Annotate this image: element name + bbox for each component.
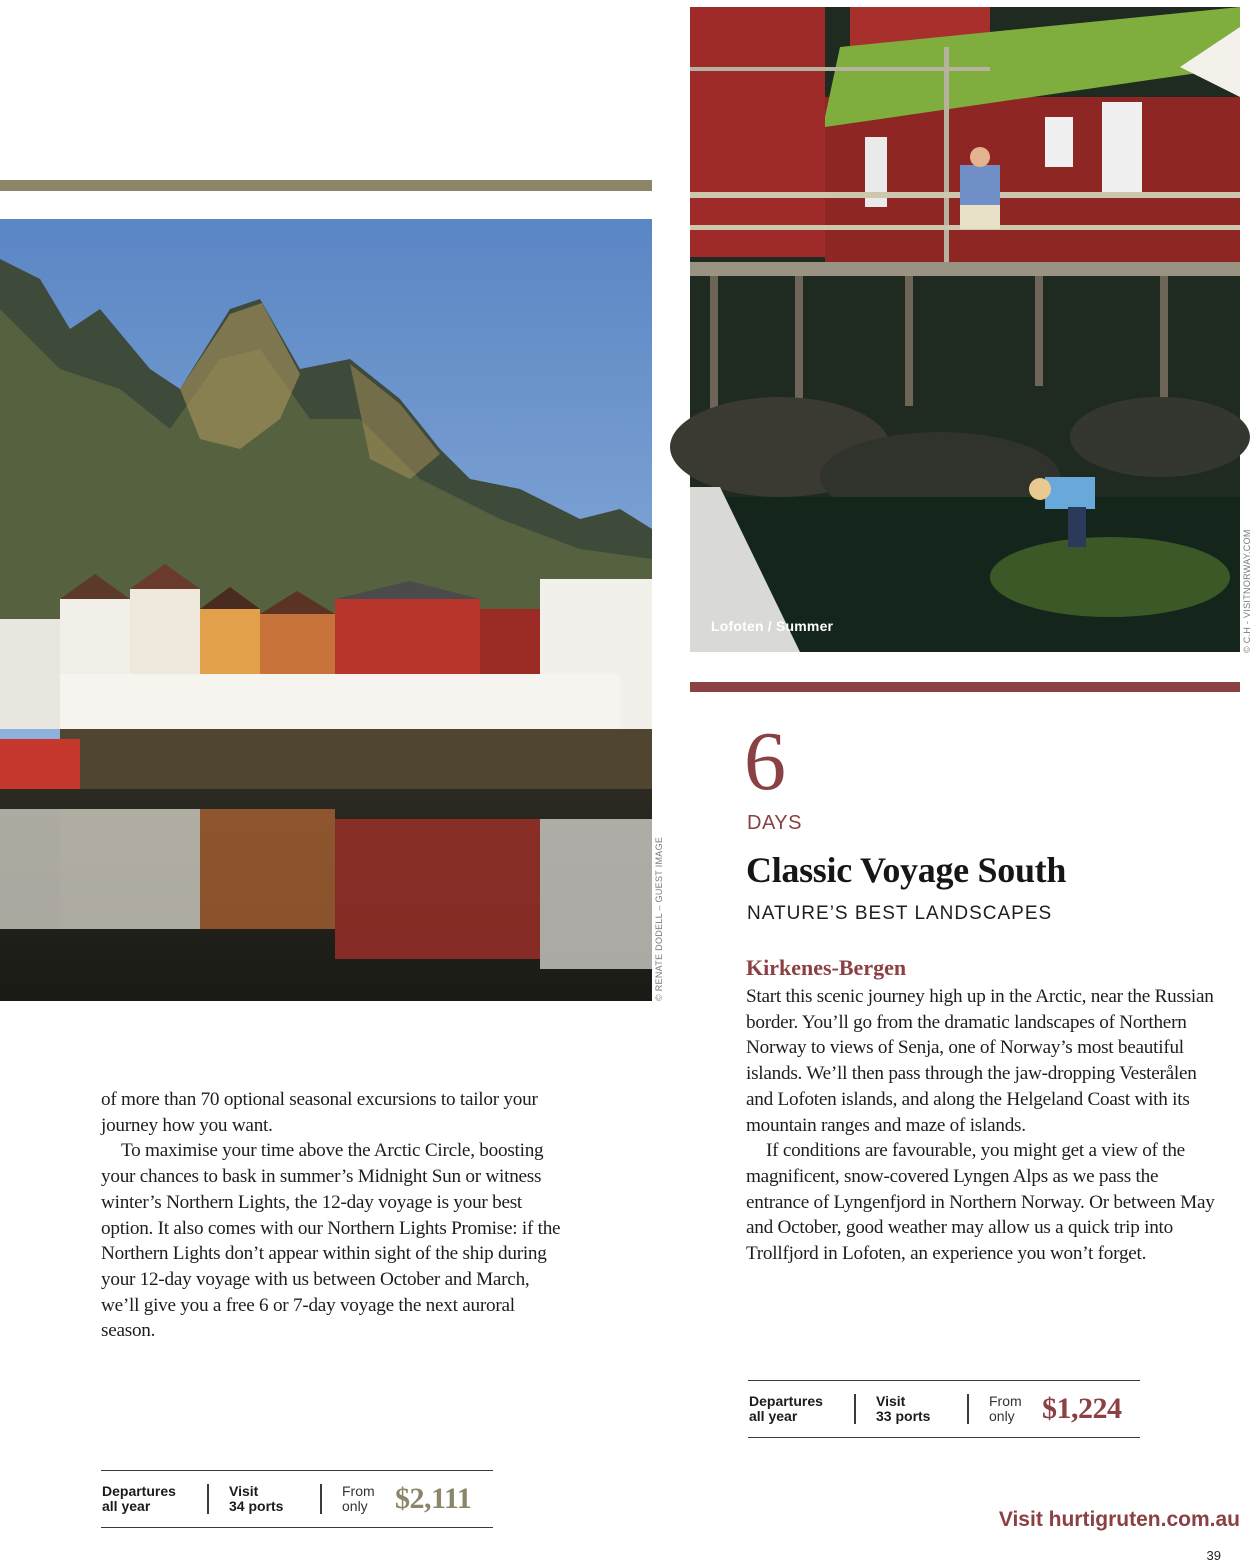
departures-label: Departures [749, 1392, 823, 1409]
departures-value: all year [102, 1498, 151, 1514]
only-label: only [989, 1408, 1015, 1424]
photo-caption: Lofoten / Summer [711, 618, 834, 634]
departures-cell [102, 1471, 176, 1527]
voyage-title: Classic Voyage South [746, 850, 1067, 890]
only-label: only [342, 1498, 368, 1514]
departures-value: all year [749, 1408, 798, 1424]
olive-divider-bar [0, 180, 652, 191]
ports-cell [229, 1471, 283, 1527]
info-divider [967, 1394, 969, 1424]
voyage-subtitle: NATURE’S BEST LANDSCAPES [747, 903, 1053, 924]
info-divider [207, 1484, 209, 1514]
voyage-12-info-row [101, 1470, 493, 1528]
maroon-divider-bar [690, 682, 1240, 692]
from-label: From [342, 1482, 375, 1499]
ports-label: Visit [229, 1482, 259, 1499]
left-paragraph-2: To maximise your time above the Arctic Circle, boosting your chances to bask in summer’s Midnight Sun or witness winter’s Northern Lights, the 12-day voyage is your best option. It also comes with our Northern Lights Promise: if the Northern Lights don’t appear within sight of the ship during your 12-day voyage with us between October and March, we’ll give you a free 6 or 7-day voyage the next auroral season. [101, 1140, 561, 1342]
left-paragraph-1: of more than 70 optional seasonal excursions to tailor your journey how you want. [101, 1089, 538, 1136]
right-paragraph-2: If conditions are favourable, you might get a view of the magnificent, snow-covered Lyngen Alps as we pass the entrance of Lyngenfjord in Northern Norway. Or between May and October, good weather may allow us a quick trip into Trollfjord in Lofoten, an experience you won’t forget. [746, 1140, 1215, 1265]
from-cell [342, 1471, 375, 1527]
info-divider [320, 1484, 322, 1514]
ports-value: 34 ports [229, 1498, 284, 1514]
price-value: $1,224 [1042, 1392, 1122, 1425]
info-divider [854, 1394, 856, 1424]
route-heading: Kirkenes-Bergen [746, 955, 907, 980]
price-value: $2,111 [395, 1482, 472, 1515]
photo-credit-left: © RENATE DODELL – GUEST IMAGE [654, 836, 664, 1001]
harbour-photo [0, 219, 652, 1001]
days-label: DAYS [747, 812, 802, 834]
website-link[interactable]: Visit hurtigruten.com.au [998, 1508, 1240, 1531]
ports-label: Visit [876, 1392, 906, 1409]
left-body-text [101, 1087, 571, 1344]
departures-label: Departures [102, 1482, 176, 1499]
photo-credit-right: © C.H - VISITNORWAY.COM [1242, 529, 1252, 653]
from-cell [989, 1381, 1022, 1437]
ports-cell [876, 1381, 930, 1437]
voyage-6-info-row [748, 1380, 1140, 1438]
page-number: 39 [1206, 1548, 1221, 1563]
right-paragraph-1: Start this scenic journey high up in the Arctic, near the Russian border. You’ll go from the dramatic landscapes of Northern Norway to views of Senja, one of Norway’s most beautiful islands. We’ll then pass through the jaw-dropping Vesterålen and Lofoten islands, and along the Helgeland Coast with its mountain ranges and maze of islands. [746, 986, 1214, 1136]
days-number: 6 [744, 715, 786, 808]
ports-value: 33 ports [876, 1408, 931, 1424]
lofoten-photo [690, 7, 1240, 652]
right-body-text [746, 984, 1216, 1267]
departures-cell [749, 1381, 823, 1437]
from-label: From [989, 1392, 1022, 1409]
